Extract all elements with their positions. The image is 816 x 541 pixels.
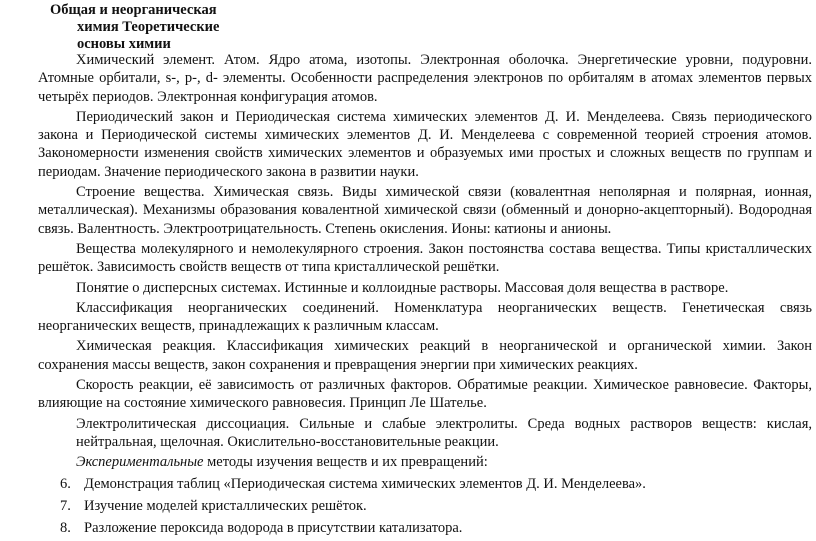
- list-item: [38, 519, 812, 537]
- paragraph-reaction-rate: Скорость реакции, её зависимость от различных факторов. Обратимые реакции. Химическое равновесие. Факторы, влияющие на состояние химического равновесия. Принцип Ле Шателье.: [38, 377, 812, 412]
- paragraph-dispersed-systems: Понятие о дисперсных системах. Истинные и коллоидные растворы. Массовая доля вещества в растворе.: [76, 279, 729, 296]
- paragraph-periodic-law: Периодический закон и Периодическая система химических элементов Д. И. Менделеева. Связь периодического закона и Периодической системы химических элементов Д. И. Менделеева с современной теорией строения атомов. Закономерности изменения свойств химических элементов и образуемых ими простых и сложных веществ по группам и периодам. Значение периодического закона в развитии науки.: [38, 108, 812, 180]
- paragraph-electrolyte: Электролитическая диссоциация. Сильные и слабые электролиты. Среда водных растворов веществ: кислая, нейтральная, щелочная. Окислительно-восстановительные реакции.: [76, 415, 812, 450]
- experiment-list: [38, 475, 812, 538]
- list-number: 8.: [60, 520, 71, 537]
- paragraph-substances: Вещества молекулярного и немолекулярного строения. Закон постоянства состава вещества. Типы кристаллических решёток. Зависимость свойств веществ от типа кристаллической решётки.: [38, 240, 812, 276]
- list-number: 6.: [60, 475, 71, 492]
- heading-line-1: Общая и неорганическая: [50, 2, 217, 18]
- paragraph-atom: Химический элемент. Атом. Ядро атома, изотопы. Электронная оболочка. Энергетические уровни, подуровни. Атомные орбитали, s-, p-, d- элементы. Особенности распределения электронов по орбиталям в атомах элементов первых четырёх периодов. Электронная конфигурация атомов.: [38, 52, 812, 105]
- experimental-rest: методы изучения веществ и их превращений:: [203, 454, 488, 471]
- list-item: [38, 475, 812, 493]
- list-item: [38, 497, 812, 515]
- heading-line-2: химия Теоретические: [77, 19, 220, 35]
- section-heading: [50, 2, 250, 53]
- paragraph-classification: Классификация неорганических соединений. Номенклатура неорганических веществ. Генетическая связь неорганических веществ, принадлежащих к различным классам.: [38, 299, 812, 335]
- list-number: 7.: [60, 497, 71, 514]
- heading-line-3: основы химии: [77, 36, 171, 52]
- list-text: Демонстрация таблиц «Периодическая система химических элементов Д. И. Менделеева».: [84, 475, 646, 492]
- document-body: [38, 51, 812, 541]
- paragraph-chemical-reaction: Химическая реакция. Классификация химических реакций в неорганической и органической химии. Закон сохранения массы веществ, закон сохранения и превращения энергии при химических реакциях.: [38, 338, 812, 373]
- paragraph-experimental: [38, 453, 812, 471]
- list-text: Разложение пероксида водорода в присутствии катализатора.: [84, 520, 463, 537]
- list-text: Изучение моделей кристаллических решёток.: [84, 497, 367, 514]
- experimental-italic: Экспериментальные: [76, 454, 204, 471]
- paragraph-chemical-bond: Строение вещества. Химическая связь. Виды химической связи (ковалентная неполярная и полярная, ионная, металлическая). Механизмы образования ковалентной химической связи (обменный и донорно-акцепторный). Водородная связь. Валентность. Электроотрицательность. Степень окисления. Ионы: катионы и анионы.: [38, 184, 812, 237]
